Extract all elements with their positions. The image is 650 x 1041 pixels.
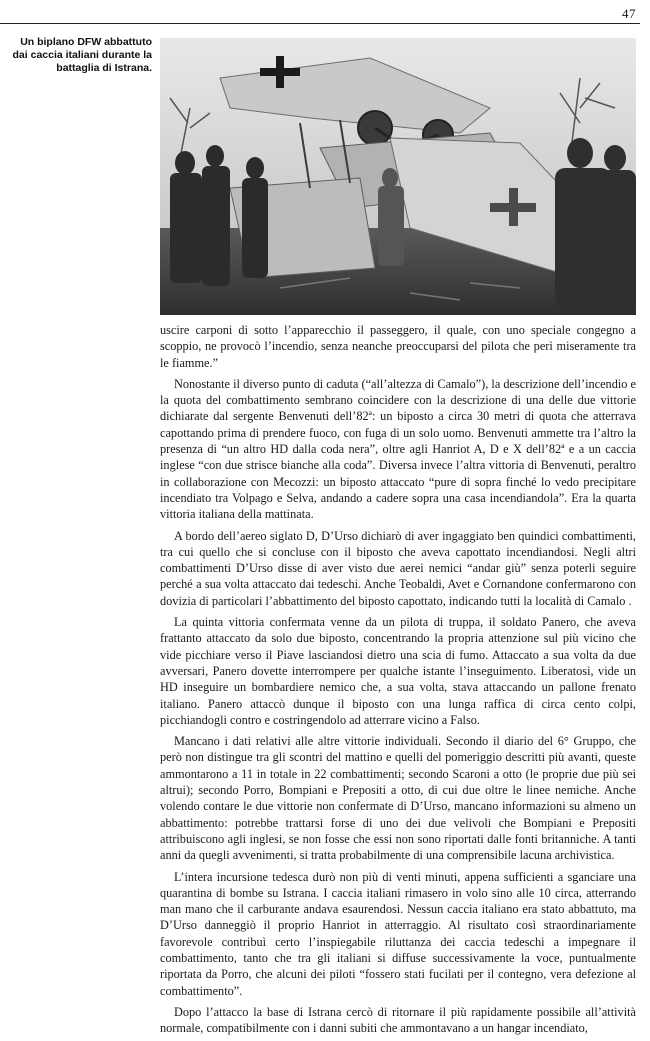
paragraph: La quinta vittoria confermata venne da un pilota di truppa, il soldato Panero, che aveva frattanto attaccato da solo due biposto, concentrando la propria attenzione sul più vicino che vide picchiare verso il Piave lasciandosi dietro una scia di fumo. Attaccato a sua volta da due avversari, Panero dovette interrompere per qualche istante l’inseguimento. Liberatosi, vide un HD inseguire un bombardiere nemico che, a sua volta, stava attaccando un pallone frenato italiano. Panero attaccò dunque il biposto con una lunga raffica di circa cento colpi, picchiandogli contro e costringendolo ad atterrare vicino a Falso. <box>160 615 636 727</box>
article-body <box>160 322 636 1041</box>
paragraph: Mancano i dati relativi alle altre vittorie individuali. Secondo il diario del 6° Gruppo, che però non distingue tra gli scontri del mattino e quelli del pomeriggio descritti più avanti, queste ammontarono a 11 in totale in 22 combattimenti; secondo Scaroni a otto (le proprie due più sei altrui); secondo Porro, Bompiani e Prepositi a otto, di cui due oltre le linee nemiche. Anche volendo contare le due vittorie non confermate di D’Urso, mancano informazioni su almeno un abbattimento: potrebbe trattarsi forse di uno dei due velivoli che Bompiani e Prepositi attribuiscono agli inglesi, se non fosse che essi non sono riportati dalle fonti britanniche. A tanti anni da quegli avvenimenti, si tratta probabilmente di una comprensibile lacuna archivistica. <box>160 734 636 863</box>
paragraph: Nonostante il diverso punto di caduta (“all’altezza di Camalo”), la descrizione dell’incendio e la quota del combattimento sembrano coincidere con la descrizione di una delle due vittorie dichiarate dal sergente Benvenuti dell’82ª: un biposto a circa 30 metri di quota che atterrava capottando prima di prendere fuoco, con fuga di un solo uomo. Benvenuti ammette tra l’altro la presenza di “un altro HD dalla coda nera”, oltre agli Hanriot A, D e X dell’82ª e a un caccia inglese “con due strisce bianche alla coda”. Diversa invece l’altra vittoria di Benvenuti, peraltro in collaborazione con Mecozzi: un biposto attaccato “pure di sopra finché lo vedo precipitare incendiato tra Volpago e Selva, andando a cadere sopra una casa incendiandola”. Era la quarta vittoria italiana della mattinata. <box>160 376 636 522</box>
paragraph: Dopo l’attacco la base di Istrana cercò di ritornare il più rapidamente possibile all’attività normale, compatibilmente con i danni subiti che ammontavano a un hangar incendiato, <box>160 1004 636 1036</box>
photo-caption: Un biplano DFW abbattuto dai caccia italiani durante la battaglia di Istrana. <box>12 36 152 74</box>
photo-wrecked-biplane <box>160 38 636 315</box>
header-rule <box>0 23 640 24</box>
paragraph: uscire carponi di sotto l’apparecchio il passeggero, il quale, con uno speciale congegno a scoppio, ne provocò l’incendio, senza neanche preoccuparsi del pilota che perì miseramente tra le fiamme.” <box>160 323 636 370</box>
page-number: 47 <box>622 6 636 21</box>
paragraph: L’intera incursione tedesca durò non più di venti minuti, appena sufficienti a sganciare una quarantina di bombe su Istrana. I caccia italiani rimasero in volo sino alle 10 circa, atterrando man mano che il carburante andava esaurendosi. Nessun caccia italiano era stato abbattuto, ma D’Urso danneggiò il proprio Hanriot in atterraggio. Al risultato così straordinariamente favorevole contribuì certo l’inspiegabile riluttanza dei caccia tedeschi a impegnare il combattimento, tanto che tra gli italiani si diffuse successivamente la voce, puntualmente riportata da Porro, che alcuni dei piloti “fossero stati fucilati per il contegno, vera defezione al combattimento”. <box>160 869 636 998</box>
paragraph: A bordo dell’aereo siglato D, D’Urso dichiarò di aver ingaggiato ben quindici combattimenti, tra cui quello che si concluse con il biposto che aveva capottato incendiandosi. Negli altri combattimenti D’Urso disse di aver visto due aerei nemici “andar giù” senza poterli seguire perché a sua volta attaccato dai tedeschi. Anche Teobaldi, Avet e Cornandone confermarono con dovizia di particolari l’abbattimento del biposto capottato, indicando tutti la località di Camalo . <box>160 528 636 608</box>
